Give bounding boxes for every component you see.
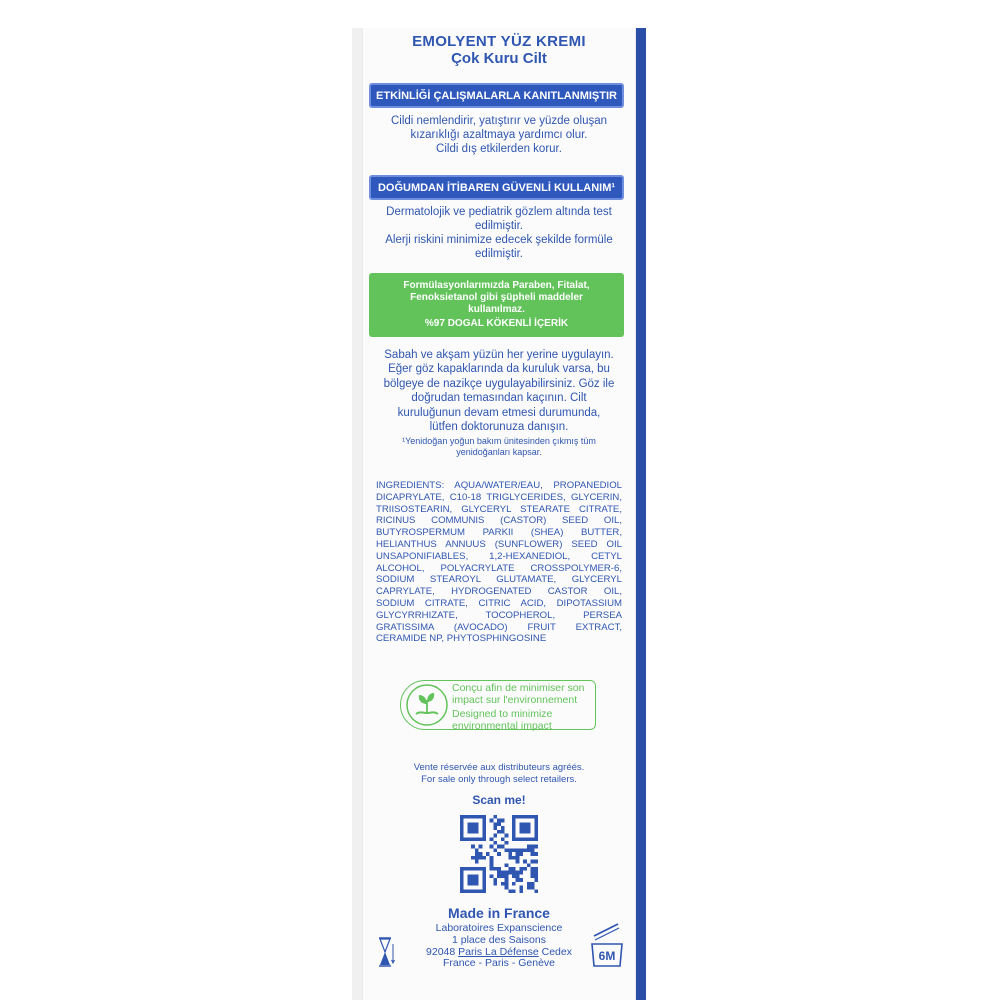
blue-side-edge bbox=[636, 28, 646, 1000]
text-line: kızarıklığı azaltmaya yardımcı olur. bbox=[410, 129, 588, 141]
qr-module bbox=[497, 871, 501, 875]
qr-module bbox=[490, 874, 494, 878]
qr-module bbox=[505, 848, 509, 852]
qr-module bbox=[497, 845, 501, 849]
qr-module bbox=[516, 874, 520, 878]
qr-module bbox=[516, 856, 520, 860]
product-title: EMOLYENT YÜZ KREMI bbox=[412, 33, 586, 50]
qr-module bbox=[516, 848, 520, 852]
text-line: edilmiştir. bbox=[475, 248, 523, 260]
qr-module bbox=[490, 856, 494, 860]
product-subtitle: Çok Kuru Cilt bbox=[451, 50, 547, 67]
open-jar-icon bbox=[588, 920, 626, 968]
scan-label: Scan me! bbox=[472, 793, 526, 807]
footnote bbox=[362, 436, 636, 458]
qr-module bbox=[501, 830, 505, 834]
qr-module bbox=[512, 889, 516, 893]
qr-module bbox=[497, 874, 501, 878]
postcode: 92048 bbox=[426, 945, 456, 958]
qr-module bbox=[516, 878, 520, 882]
qr-module bbox=[508, 867, 512, 871]
text-line: Alerji riskini minimize edecek şekilde formüle bbox=[385, 234, 613, 246]
qr-module bbox=[475, 856, 479, 860]
qr-module bbox=[519, 889, 523, 893]
qr-module bbox=[527, 882, 531, 886]
text-line: Sabah ve akşam yüzün her yerine uygulayın. bbox=[384, 349, 614, 361]
qr-module bbox=[512, 867, 516, 871]
text-line: lütfen doktorunuza danışın. bbox=[429, 421, 569, 434]
qr-module bbox=[479, 856, 483, 860]
qr-module bbox=[527, 848, 531, 852]
qr-module bbox=[493, 867, 497, 871]
qr-module bbox=[505, 874, 509, 878]
qr-module bbox=[531, 871, 535, 875]
qr-module bbox=[475, 860, 479, 864]
hourglass-icon bbox=[376, 936, 396, 972]
text-line: Fenoksietanol gibi şüpheli maddeler bbox=[410, 292, 583, 303]
qr-module bbox=[534, 860, 538, 864]
qr-module bbox=[493, 841, 497, 845]
text-line: doğrudan temasından kaçının. Cilt bbox=[411, 392, 587, 405]
panel-fold bbox=[352, 28, 362, 1000]
qr-module bbox=[479, 845, 483, 849]
text-line: bölgeye de nazikçe uygulayabilirsiniz. Göz ile bbox=[383, 377, 615, 390]
qr-module bbox=[519, 878, 523, 882]
retail-notice bbox=[362, 762, 636, 786]
natural-origin-claim: %97 DOGAL KÖKENLİ İÇERİK bbox=[424, 318, 569, 329]
qr-module bbox=[467, 822, 478, 833]
qr-module bbox=[516, 871, 520, 875]
qr-module bbox=[497, 830, 501, 834]
qr-module bbox=[519, 852, 523, 856]
qr-module bbox=[501, 819, 505, 823]
qr-module bbox=[523, 867, 527, 871]
qr-module bbox=[534, 874, 538, 878]
qr-code[interactable] bbox=[460, 815, 538, 893]
qr-module bbox=[493, 848, 497, 852]
qr-module bbox=[527, 845, 531, 849]
qr-module bbox=[490, 845, 494, 849]
efficacy-banner: ETKİNLİĞİ ÇALIŞMALARLA KANITLANMIŞTIR bbox=[369, 83, 624, 108]
qr-module bbox=[501, 826, 505, 830]
qr-module bbox=[505, 834, 509, 838]
qr-module bbox=[519, 822, 530, 833]
qr-module bbox=[531, 848, 535, 852]
qr-module bbox=[490, 837, 494, 841]
qr-module bbox=[501, 874, 505, 878]
qr-module bbox=[531, 874, 535, 878]
text-line: Dermatolojik ve pediatrik gözlem altında test bbox=[386, 206, 612, 218]
qr-module bbox=[501, 837, 505, 841]
qr-module bbox=[497, 852, 501, 856]
formula-box bbox=[369, 273, 624, 337]
qr-module bbox=[475, 848, 479, 852]
qr-module bbox=[534, 845, 538, 849]
qr-module bbox=[519, 867, 523, 871]
qr-module bbox=[505, 871, 509, 875]
qr-module bbox=[531, 882, 535, 886]
text-line: yenidoğanları kapsar. bbox=[456, 447, 542, 457]
ingredients-list: INGREDIENTS: AQUA/WATER/EAU, PROPANEDIOL DICAPRYLATE, C10-18 TRIGLYCERIDES, GLYCERIN, TRIISOSTEARIN, GLYCERYL STEARATE CITRATE, RICINUS COMMUNIS (CASTOR) SEED OIL, BUTYROSPERMUM PARKII (SHEA) BUTTER, HELIANTHUS ANNUUS (SUNFLOWER) SEED OIL UNSAPONIFIABLES, 1,2-HEXANEDIOL, CETYL ALCOHOL, POLYACRYLATE CROSSPOLYMER-6, SODIUM STEAROYL GLUTAMATE, GLYCERYL CAPRYLATE, HYDROGENATED CASTOR OIL, SODIUM CITRATE, CITRIC ACID, DIPOTASSIUM GLYCYRRHIZATE, TOCOPHEROL, PERSEA GRATISSIMA (AVOCADO) FRUIT EXTRACT, CERAMIDE NP, PHYTOSPHINGOSINE bbox=[376, 480, 622, 645]
qr-module bbox=[493, 822, 497, 826]
street-address: 1 place des Saisons bbox=[452, 933, 546, 946]
qr-module bbox=[531, 852, 535, 856]
qr-module bbox=[497, 867, 501, 871]
qr-module bbox=[523, 848, 527, 852]
qr-module bbox=[501, 845, 505, 849]
qr-module bbox=[508, 852, 512, 856]
qr-module bbox=[531, 886, 535, 890]
qr-module bbox=[482, 856, 486, 860]
qr-module bbox=[508, 889, 512, 893]
qr-module bbox=[519, 886, 523, 890]
company-name: Laboratoires Expanscience bbox=[435, 922, 563, 934]
qr-module bbox=[519, 848, 523, 852]
text-line: Eğer göz kapaklarında da kuruluk varsa, bu bbox=[388, 363, 610, 376]
pao-label: 6M bbox=[598, 949, 616, 963]
qr-module bbox=[486, 852, 490, 856]
eco-text-fr: Conçu afin de minimiser son impact sur l'environnement bbox=[452, 682, 585, 706]
countries: France - Paris - Genève bbox=[442, 957, 556, 970]
qr-module bbox=[467, 874, 478, 885]
qr-module bbox=[497, 819, 501, 823]
text-line: ¹Yenidoğan yoğun bakım ünitesinden çıkmış tüm bbox=[402, 436, 596, 446]
eco-text bbox=[452, 683, 592, 732]
qr-module bbox=[512, 856, 516, 860]
qr-module bbox=[516, 860, 520, 864]
qr-module bbox=[471, 845, 475, 849]
usage-instructions bbox=[362, 348, 636, 434]
qr-module bbox=[512, 882, 516, 886]
leaf-hand-icon bbox=[404, 682, 450, 728]
qr-module bbox=[534, 867, 538, 871]
qr-module bbox=[471, 856, 475, 860]
made-in-label: Made in France bbox=[448, 905, 550, 921]
text-line: edilmiştir. bbox=[475, 220, 523, 232]
text-line: Cildi nemlendirir, yatıştırır ve yüzde oluşan bbox=[390, 115, 608, 127]
qr-module bbox=[497, 822, 501, 826]
qr-module bbox=[527, 886, 531, 890]
qr-module bbox=[493, 834, 497, 838]
efficacy-text bbox=[362, 114, 636, 156]
qr-module bbox=[512, 874, 516, 878]
qr-module bbox=[490, 860, 494, 864]
eco-text-en: Designed to minimize environmental impact bbox=[452, 708, 553, 732]
qr-module bbox=[534, 878, 538, 882]
qr-module bbox=[490, 819, 494, 823]
qr-module bbox=[493, 882, 497, 886]
qr-module bbox=[501, 871, 505, 875]
qr-module bbox=[531, 845, 535, 849]
retail-notice-en: For sale only through select retailers. bbox=[421, 774, 577, 785]
text-line: Formülasyonlarımızda Paraben, Fitalat, bbox=[403, 280, 590, 291]
text-line: kuruluğunun devam etmesi durumunda, bbox=[397, 406, 601, 419]
qr-module bbox=[534, 889, 538, 893]
qr-module bbox=[493, 878, 497, 882]
qr-module bbox=[531, 867, 535, 871]
qr-module bbox=[490, 863, 494, 867]
cedex: Cedex bbox=[541, 945, 572, 958]
text-line: Cildi dış etkilerden korur. bbox=[436, 143, 562, 155]
qr-module bbox=[505, 882, 509, 886]
qr-module bbox=[505, 886, 509, 890]
qr-module bbox=[508, 871, 512, 875]
qr-module bbox=[505, 841, 509, 845]
qr-module bbox=[493, 815, 497, 819]
qr-module bbox=[512, 848, 516, 852]
retail-notice-fr: Vente réservée aux distributeurs agréés. bbox=[413, 762, 585, 773]
safety-text bbox=[362, 205, 636, 261]
safety-banner: DOĞUMDAN İTİBAREN GÜVENLİ KULLANIM¹ bbox=[369, 175, 624, 200]
qr-module bbox=[493, 826, 497, 830]
qr-module bbox=[519, 871, 523, 875]
qr-module bbox=[490, 867, 494, 871]
qr-module bbox=[505, 878, 509, 882]
qr-module bbox=[531, 860, 535, 864]
qr-module bbox=[475, 852, 479, 856]
qr-module bbox=[534, 852, 538, 856]
qr-module bbox=[527, 863, 531, 867]
qr-module bbox=[516, 852, 520, 856]
qr-module bbox=[534, 871, 538, 875]
qr-module bbox=[501, 882, 505, 886]
qr-module bbox=[508, 848, 512, 852]
qr-module bbox=[508, 856, 512, 860]
qr-module bbox=[479, 852, 483, 856]
qr-module bbox=[505, 863, 509, 867]
qr-module bbox=[512, 871, 516, 875]
text-line: kullanılmaz. bbox=[468, 304, 525, 315]
city: Paris La Défense bbox=[458, 945, 539, 958]
qr-module bbox=[523, 860, 527, 864]
